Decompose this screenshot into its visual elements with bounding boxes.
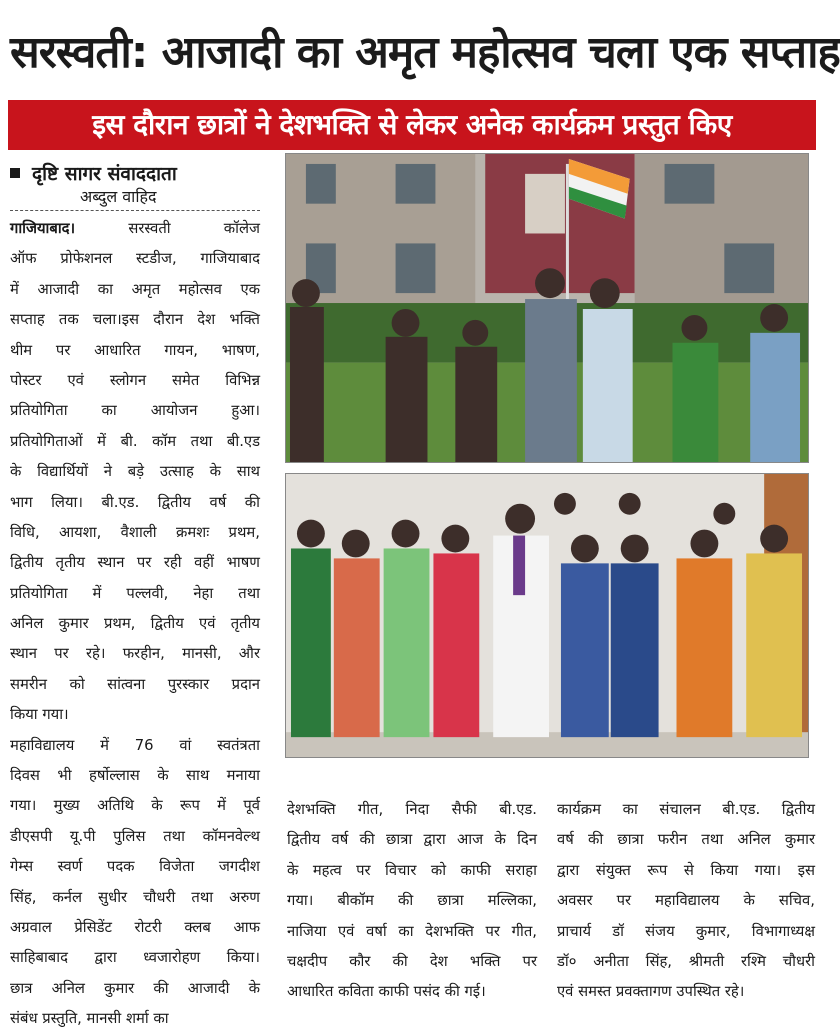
article-column-3 (557, 795, 815, 1010)
text-line: समरीन को सांत्वना पुरस्कार प्रदान (10, 675, 260, 693)
photo-flag-hoisting-group (285, 153, 809, 463)
text-line: देशभक्ति गीत, निदा सैफी बी.एड. (287, 801, 537, 818)
byline-rule (10, 210, 260, 211)
text-line: साहिबाबाद द्वारा ध्वजारोहण किया। (10, 949, 260, 967)
text-line: प्रतियोगिता में पल्लवी, नेहा तथा (10, 584, 260, 602)
text-line: गया। मुख्य अतिथि के रूप में पूर्व (10, 797, 260, 815)
text-line: दिवस भी हर्षोल्लास के साथ मनाया (10, 767, 260, 785)
byline (10, 160, 260, 216)
text-line: के विद्यार्थियों ने बड़े उत्साह के साथ (10, 463, 260, 481)
text-line: गया। बीकॉम की छात्रा मल्लिका, (287, 892, 537, 910)
byline-source: दृष्टि सागर संवाददाता (32, 163, 177, 185)
text-line: प्रतियोगिताओं में बी. कॉम तथा बी.एड (10, 432, 260, 450)
text-line: एवं समस्त प्रवक्तागण उपस्थित रहे। (557, 983, 745, 1001)
text-line: नाजिया एवं वर्षा का देशभक्ति पर गीत, (287, 922, 537, 940)
text-line: छात्र अनिल कुमार की आजादी के (10, 979, 260, 997)
text-line: स्थान पर रहे। फरहीन, मानसी, और (10, 645, 260, 663)
text-line: ऑफ प्रोफेशनल स्टडीज, गाजियाबाद (10, 250, 260, 268)
bullet-icon (10, 168, 20, 178)
text-line: विधि, आयशा, वैशाली क्रमशः प्रथम, (10, 523, 260, 541)
text-line: महाविद्यालय में 76 वां स्वतंत्रता (10, 736, 260, 754)
text-line: थीम पर आधारित गायन, भाषण, (10, 341, 260, 359)
text-line: डॉ० अनीता सिंह, श्रीमती रश्मि चौधरी (557, 952, 815, 970)
text-line: डीएसपी यू.पी पुलिस तथा कॉमनवेल्थ (10, 827, 260, 845)
text-line: प्राचार्य डॉ संजय कुमार, विभागाध्यक्ष (557, 922, 815, 940)
text-line: के महत्व पर विचार को काफी सराहा (287, 861, 537, 879)
text-line: सिंह, कर्नल सुधीर चौधरी तथा अरुण (10, 888, 260, 906)
text-line (10, 214, 260, 244)
photo-students-with-guest (285, 473, 809, 758)
byline-author: अब्दुल वाहिद (80, 187, 157, 206)
text-line: कार्यक्रम का संचालन बी.एड. द्वितीय (557, 801, 815, 818)
text-line: भाग लिया। बी.एड. द्वितीय वर्ष की (10, 493, 260, 511)
text-line: द्वारा संयुक्त रूप से किया गया। इस (557, 861, 815, 879)
text-line: किया गया। (10, 706, 69, 724)
text-line: में आजादी का अमृत महोत्सव एक (10, 280, 260, 298)
headline: सरस्वती: आजादी का अमृत महोत्सव चला एक सप्ताह (10, 27, 840, 78)
text-line: अनिल कुमार प्रथम, द्वितीय एवं तृतीय (10, 615, 260, 633)
text-line-body: सरस्वती कॉलेज (75, 220, 260, 237)
subheadline-banner: इस दौरान छात्रों ने देशभक्ति से लेकर अनेक कार्यक्रम प्रस्तुत किए (8, 100, 816, 150)
text-line: चक्षदीप कौर की देश भक्ति पर (287, 952, 537, 970)
dateline: गाजियाबाद। (10, 220, 76, 237)
text-line: अवसर पर महाविद्यालय के सचिव, (557, 892, 815, 910)
text-line: गेम्स स्वर्ण पदक विजेता जगदीश (10, 858, 260, 876)
article-column-1 (10, 214, 260, 1028)
text-line: द्वितीय वर्ष की छात्रा द्वारा आज के दिन (287, 831, 537, 849)
text-line: पोस्टर एवं स्लोगन समेत विभिन्न (10, 371, 260, 389)
text-line: सप्ताह तक चला।इस दौरान देश भक्ति (10, 311, 260, 329)
text-line: द्वितीय तृतीय स्थान पर रही वहीं भाषण (10, 554, 260, 572)
text-line: प्रतियोगिता का आयोजन हुआ। (10, 402, 260, 420)
text-line: अग्रवाल प्रेसिडेंट रोटरी क्लब आफ (10, 918, 260, 936)
text-line: आधारित कविता काफी पसंद की गई। (287, 983, 486, 1001)
text-line: संबंध प्रस्तुति, मानसी शर्मा का (10, 1010, 169, 1028)
article-column-2 (287, 795, 537, 1010)
text-line: वर्ष की छात्रा फरीन तथा अनिल कुमार (557, 831, 815, 849)
